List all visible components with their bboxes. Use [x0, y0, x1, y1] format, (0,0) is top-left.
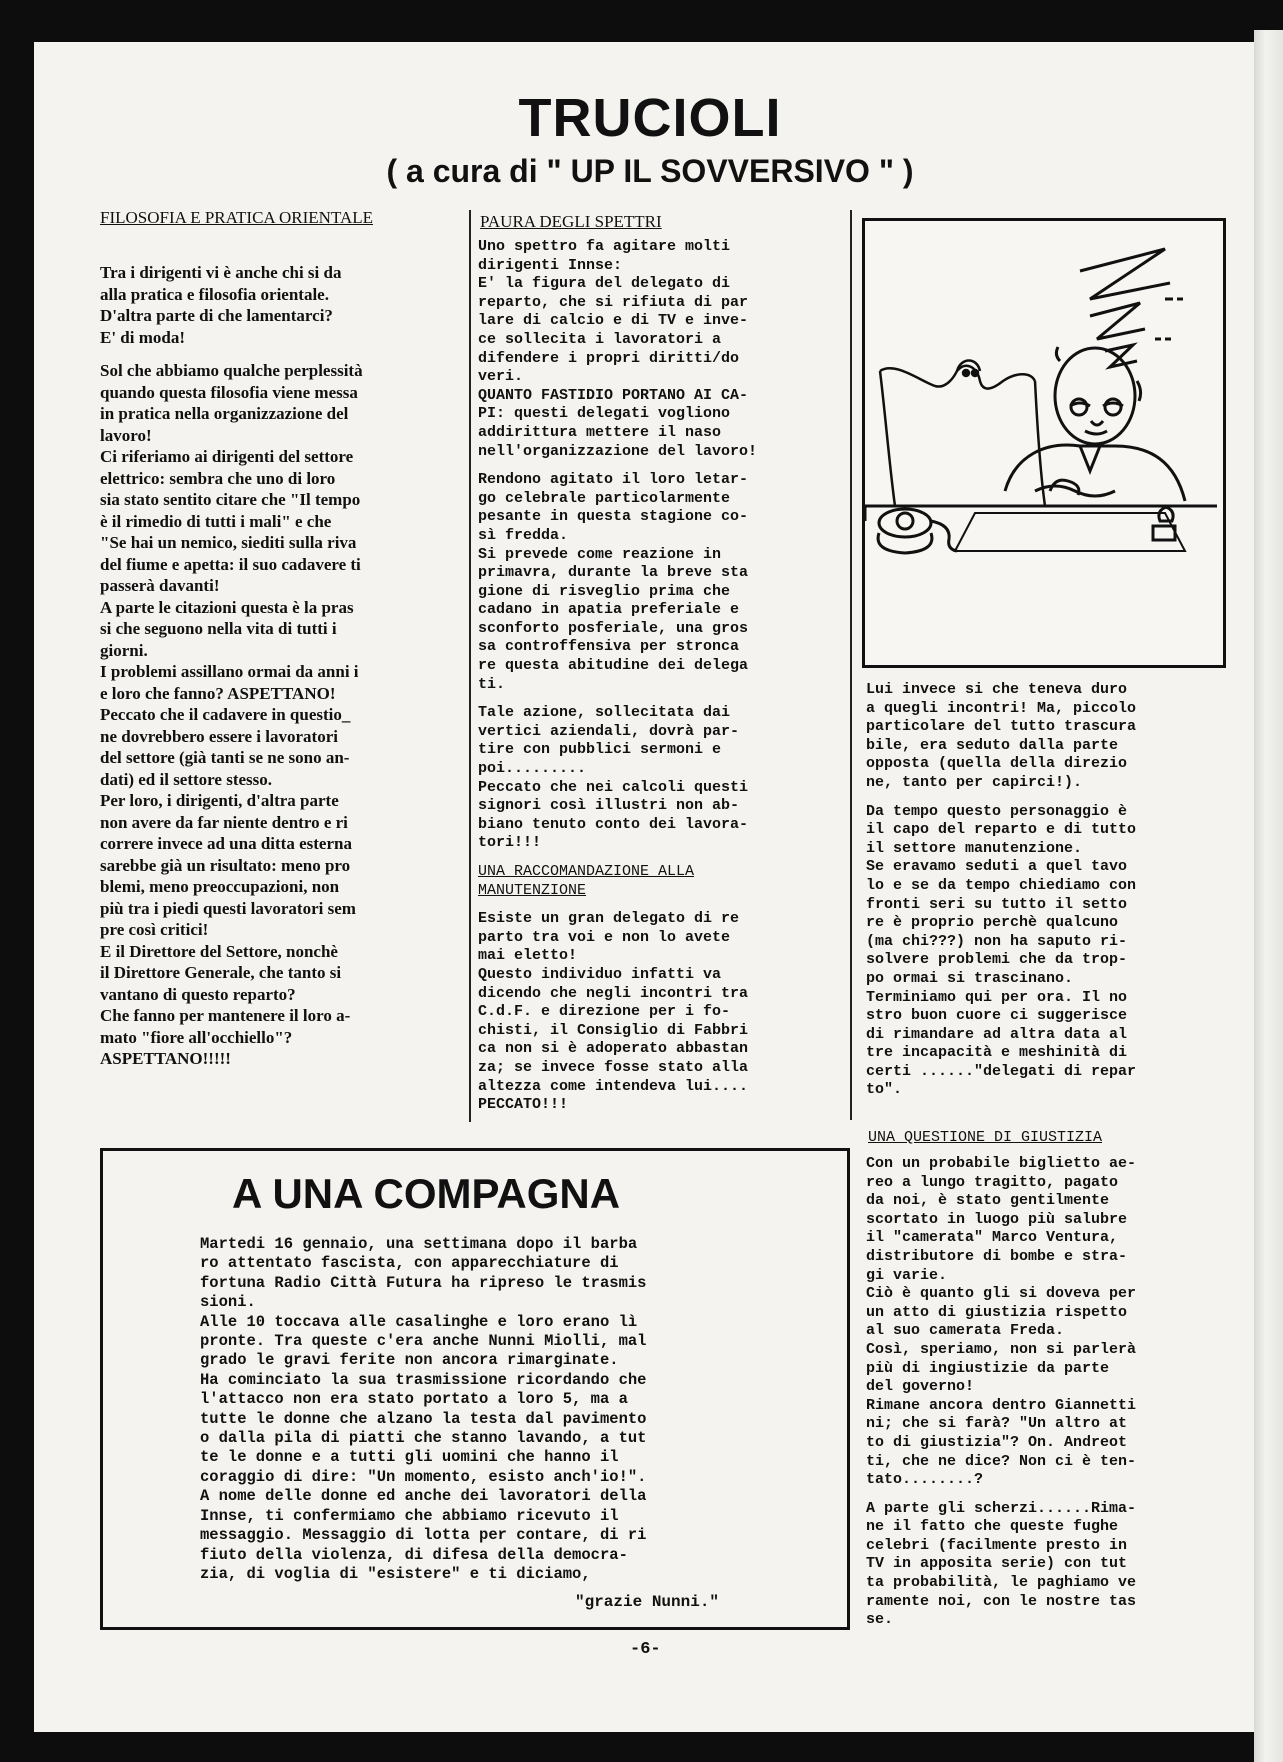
boxed-article-body: Martedi 16 gennaio, una settimana dopo il barba ro attentato fascista, con apparecchiature di fortuna Radio Città Futura ha ripreso le trasmis sioni. Alle 10 toccava alle casalinghe e loro erano lì pronte. Tra queste c'era anche Nunni Miolli, mal grado le gravi ferite non ancora rimarginate. Ha cominciato la sua trasmissione ricordando che l'attacco non era stato portato a loro 5, ma a tutte le donne che alzano la testa dal pavimento o dalla pila di piatti che stanno lavando, a tut te le donne e a tutti gli uomini che hanno il coraggio di dire: "Un momento, esisto anch'io!". A nome delle donne ed anche dei lavoratori della Innse, ti confermiamo che abbiamo ricevuto il messaggio. Messaggio di lotta per contare, di ri fiuto della violenza, di difesa della democra- zia, di voglia di "esistere" e ti diciamo, — [200, 1235, 647, 1583]
page-subtitle: ( a cura di " UP IL SOVVERSIVO " ) — [386, 153, 914, 189]
page-edge — [1254, 30, 1283, 1762]
article-paragraph: Da tempo questo personaggio è il capo del reparto e di tutto il settore manutenzione. Se eravamo seduti a quel tavo lo e se da tempo chiediamo con fronti seri su tutto il setto re è proprio perchè qualcuno (ma chi???) non ha saputo ri- solvere problemi che da trop- po ormai si trascinano. Terminiamo qui per ora. Il no stro buon cuore ci suggerisce di rimandare ad altra data al tre incapacità e meshinità di certi ......"delegati di repar to". — [866, 802, 1137, 1099]
article-paragraph: A parte gli scherzi......Rima- ne il fatto che queste fughe celebri (facilmente presto in TV in apposita serie) con tut ta probabilità, le paghiamo ve ramente noi, con le nostre tas se. — [866, 1499, 1137, 1629]
heading-paura: PAURA DEGLI SPETTRI — [480, 212, 662, 231]
desk-icon — [865, 506, 1217, 551]
article-paragraph: Con un probabile biglietto ae- reo a lungo tragitto, pagato da noi, è stato gentilmente scortato in luogo più salubre il "camerata" Marco Ventura, distributore di bombe e stra- gi varie. Ciò è quanto gli si doveva per un atto di giustizia rispetto al suo camerata Freda. Così, speriamo, non si parlerà più di ingiustizie da parte del governo! Rimane ancora dentro Giannetti ni; che si farà? "Un altro at to di giustizia"? On. Andreot ti, che ne dice? Non ci è ten- tato........? — [866, 1155, 1137, 1489]
article-delegato-cont — [866, 681, 1226, 1110]
heading-filosofia: FILOSOFIA E PRATICA ORIENTALE — [100, 208, 374, 227]
article-paura — [478, 238, 830, 1125]
article-filosofia — [100, 262, 465, 1082]
sleeping-manager-icon — [1005, 347, 1185, 501]
page-number: -6- — [630, 1640, 661, 1659]
article-paragraph: Tra i dirigenti vi è anche chi si da alla pratica e filosofia orientale. D'altra parte di che lamentarci? E' di moda! — [100, 263, 342, 347]
column-divider-right — [850, 210, 852, 1120]
cartoon-illustration — [865, 221, 1217, 659]
article-paragraph: Lui invece si che teneva duro a quegli incontri! Ma, piccolo particolare del tutto trascura bile, era seduto dalla parte opposta (quella della direzio ne, tanto per capirci!). — [866, 681, 1137, 791]
article-giustizia — [866, 1155, 1226, 1640]
boxed-article-signoff: "grazie Nunni." — [575, 1593, 720, 1611]
page-title: TRUCIOLI — [518, 88, 782, 148]
article-paragraph: Rendono agitato il loro letar- go celebrale particolarmente pesante in questa stagione co- sì fredda. Si prevede come reazione in primavra, durante la breve sta gione di risveglio prima che cadano in apatia preferiale e sconforto posferiale, una gros sa controffensiva per stronca re questa abitudine dei delega ti. — [478, 471, 749, 693]
article-paragraph: Tale azione, sollecitata dai vertici aziendali, dovrà par- tire con pubblici sermoni e poi......... Peccato che nei calcoli questi signori così illustri non ab- biano tenuto conto dei lavora- tori!!! — [478, 704, 749, 852]
article-paragraph: Sol che abbiamo qualche perplessità quando questa filosofia viene messa in pratica nella organizzazione del lavoro! Ci riferiamo ai dirigenti del settore elettrico: sembra che uno di loro sia stato sentito citare che "Il tempo è il rimedio di tutti i mali" e che "Se hai un nemico, siediti sulla riva del fiume e apetta: il suo cadavere ti passerà davanti! A parte le citazioni questa è la pras si che seguono nella vita di tutti i giorni. I problemi assillano ormai da anni i e loro che fanno? ASPETTANO! Peccato che il cadavere in questio_ ne dovrebbero essere i lavoratori del settore (già tanti se ne sono an- dati) ed il settore stesso. Per loro, i dirigenti, d'altra parte non avere da far niente dentro e ri correre invece ad una ditta esterna sarebbe già un risultato: meno pro blemi, meno preoccupazioni, non più tra i piedi questi lavoratori sem pre così critici! E il Direttore del Settore, nonchè il Direttore Generale, che tanto si vantano di questo reparto? Che fanno per mantenere il loro a- mato "fiore all'occhiello"? ASPETTANO!!!!! — [100, 361, 363, 1068]
ghost-icon — [880, 361, 1045, 507]
article-paragraph: Esiste un gran delegato di re parto tra voi e non lo avete mai eletto! Questo individuo infatti va dicendo che negli incontri tra C.d.F. e direzione per i fo- chisti, il Consiglio di Fabbri ca non si è adoperato abbastan za; se invece fosse stato alla altezza come intendeva lui.... PECCATO!!! — [478, 910, 749, 1114]
article-paragraph: Uno spettro fa agitare molti dirigenti Innse: E' la figura del delegato di reparto, che si rifiuta di par lare di calcio e di TV e inve- ce sollecita i lavoratori a difendere i propri diritti/do veri. QUANTO FASTIDIO PORTANO AI CA- PI: questi delegati vogliono addirittura mettere il naso nell'organizzazione del lavoro! — [478, 238, 758, 460]
cartoon-panel — [862, 218, 1226, 668]
telephone-icon — [878, 509, 957, 553]
heading-giustizia: UNA QUESTIONE DI GIUSTIZIA — [868, 1129, 1103, 1146]
column-divider-left — [469, 210, 471, 1122]
boxed-article-title: A UNA COMPAGNA — [232, 1170, 621, 1217]
heading-raccomandazione: UNA RACCOMANDAZIONE ALLA MANUTENZIONE — [478, 863, 695, 899]
desk-lamp-icon — [1153, 507, 1175, 540]
